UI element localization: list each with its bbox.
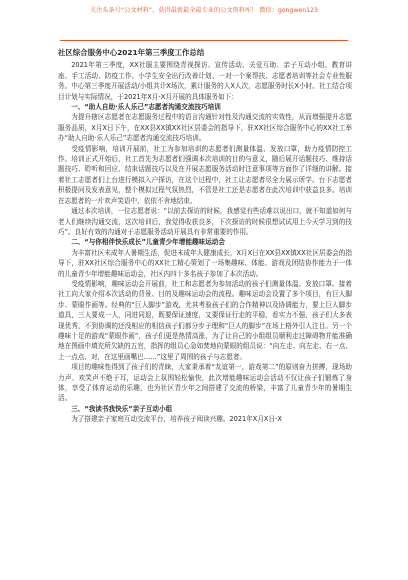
section-1-paragraph-2: 受疫情影响，培训开展前，社工为参加培训的志愿者们测量体温、发放口罩，助力疫情防控工作。培训正式开始后，社工首先为志愿者们强调本次培训的目的与意义，随后展开话题技巧、维持话题技巧、聆听和回应、结束话题技巧以及在开展志愿服务活动时注意事项等方面作了详细的讲解。接着社工志愿者们上台进行模拟入户探访，在这个过程中，社工让志愿者尽全力展示所学。台下志愿者积极提问及发表意见，整个模拟过程气氛热烈，不管是社工还是志愿者在此次培训中获益良多。培训在志愿者的一片欢声笑语中，依依不舍地结束。 [58,144,352,205]
section-1-paragraph-3: 通过本次培训，一位志愿者说：“以前去探访的时候，我感觉有些话难以说出口，就不知道如何与老人们继续沟通交流，这次培训后，我觉得收获良多，下次探访的时候很想试试用上今天学习到的技巧”。良好有效的沟通对于志愿服务活动开展具有非常重要的作用。 [58,207,352,236]
intro-paragraph: 2021年第三季度，XX社服主要围绕青视探访、宣传活动、关爱互助、亲子互动小组、教育讲座、手工活动、防疫工作、小学生安全出行改善计划、一对一个案帮扶、志愿者培训等社会专业性服务。中心第三季度开展活动/小组共计X场次，累计服务的人X人次，志愿服务时长X小时。社工结合项目计划与实际情况，于2021年X月-X月开展的具体服务如下： [58,61,352,101]
section-heading-3: 三、“我读书我快乐”亲子互动小组 [71,404,173,413]
section-2-paragraph-1: 为丰富社区未成年人暑期生活，促进未成年人健康成长，X月X日在XX县XX镇XX社区居委会的指导下，驻XX社区综合服务中心的XX社工精心策划了一场集趣味、体能、游戏及团结协作能力于一体的儿童青少年增能趣味运动会，社区内四十多名孩子参加了本次活动。 [58,248,352,278]
section-heading-2: 二、“与你相伴快乐成长”儿童青少年增能趣味运动会 [71,238,225,247]
section-2-paragraph-2: 受疫情影响，趣味运动会开展前，社工和志愿者为参加活动的孩子们测量体温、发放口罩。接着社工向大家介绍本次活动的背景、目的及趣味运动会的流程。趣味运动会设置了多个项目，有巨人脚步、蒙眼作画等。经典的“巨人脚步”游戏，尤其考验孩子们的合作精神以及协调能力，要上巨人脚步道具，三人要成一人，同进同退，既要保证速度，又要保证行走的平稳，看实力不强，孩子们大多表现优秀，不到协调的还没相应的相信孩子们都分步子理和“巨人的脚步”在场上格外引人注目。另一个趣味十足的游戏“蒙眼作画”，孩子们更是热情高涨，为了让自己的小组组员顺利走过障碍物并能准确地在图画中填充所欠缺的五官，指挥的组员心急如焚地向蒙眼的组员说：“向左走、向左走、右一点、上一点点、对，在这里画嘴巴……”这里了周围的孩子与志愿者。 [58,279,352,361]
document-title: 社区综合服务中心2021年第三季度工作总结 [58,48,205,57]
section-1-paragraph-1: 为提升辖区志愿者在志愿服务过程中的语言沟通针对性及沟通交流的实效性，从而增强提升志愿服务品质，X月X日下午，在XX县XX镇XX社区居委会的指导下，驻XX社区综合服务中心的XX社工举办“助人自助·乐人乐己”志愿者沟通交流技巧培训。 [58,113,352,143]
document-body [58,46,352,580]
header-divider [60,40,348,41]
section-3-paragraph-1: 为了搭建亲子家庭互动交流平台，培养孩子阅读兴趣。2021年X月X日-X [71,415,282,424]
header-banner-text: 关注头条号“公文材料”，获得最新最全最专业的公文资料库！ 微信：gongwen123 [90,7,318,14]
section-2-paragraph-3: 项目的趣味性得到了孩子们的青睐，大家秉承着“友谊第一，游戏第二”的原则奋力拼搏，现场助力声、欢笑声不绝于耳，运动会上氛围轻松愉快，此次增能趣味运动会活动不仅让孩子们锻炼了身体，享受了体育运动的乐趣，也为社区青少年之间搭建了交流的桥梁，丰富了儿童青少年的暑期生活。 [58,363,352,403]
header-banner [0,6,408,34]
section-heading-1: 一、“助人自助·乐人乐己”志愿者沟通交流技巧培训 [71,103,221,112]
